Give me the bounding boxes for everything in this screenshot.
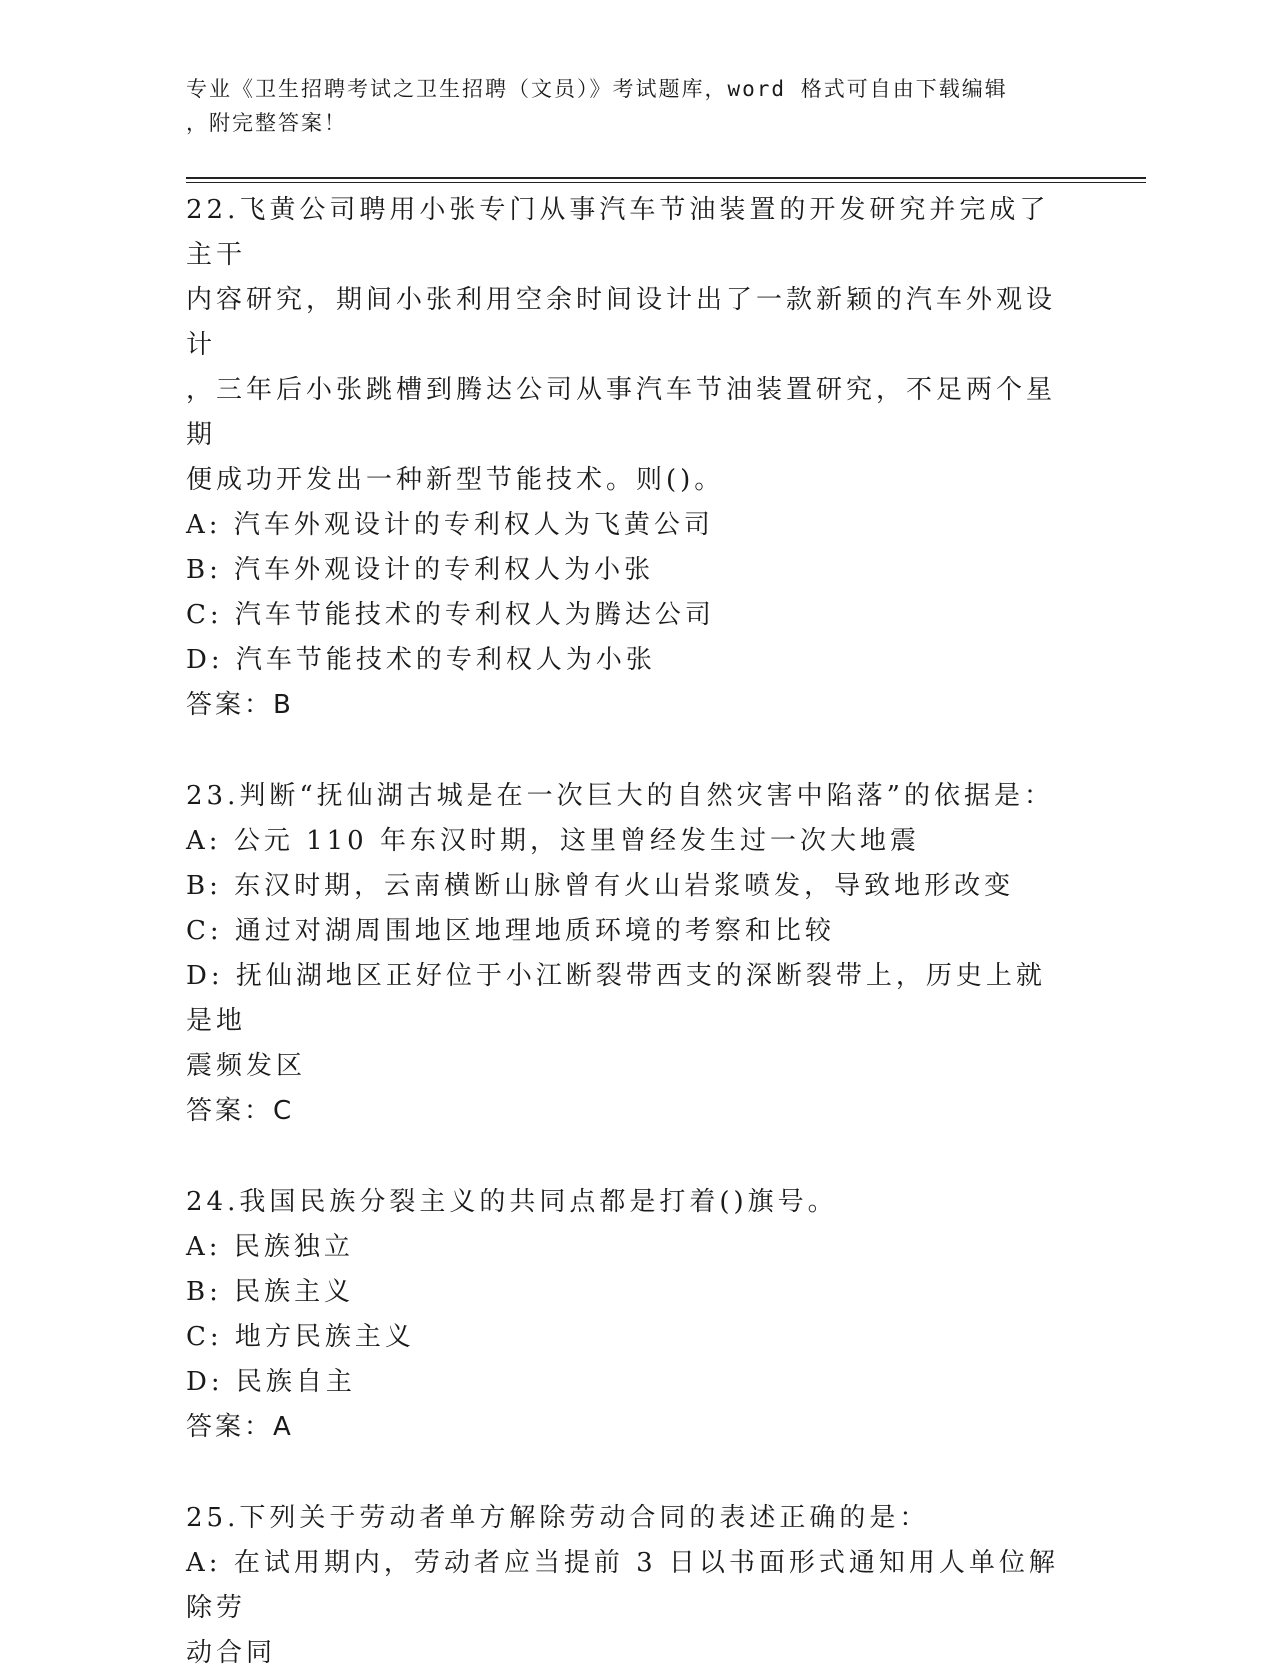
option-label: D: — [186, 1367, 224, 1397]
answer-option — [186, 954, 1066, 1044]
question-text: 内容研究，期间小张利用空余时间设计出了一款新颖的汽车外观设计 — [186, 285, 1057, 360]
question-text: 飞黄公司聘用小张专门从事汽车节油装置的开发研究并完成了主干 — [186, 195, 1050, 270]
question-number: 25. — [186, 1503, 240, 1533]
question-text-line — [186, 278, 1066, 368]
option-text-continuation: 震频发区 — [186, 1051, 307, 1081]
option-text: 民族独立 — [233, 1232, 354, 1262]
option-label: C: — [186, 1322, 223, 1352]
option-label: A: — [186, 510, 222, 540]
question-text-line — [186, 1180, 1066, 1225]
option-label: C: — [186, 916, 223, 946]
option-label: B: — [186, 871, 222, 901]
option-text: 汽车外观设计的专利权人为小张 — [234, 555, 655, 585]
answer-option — [186, 1541, 1066, 1631]
answer-key: 答案：C — [186, 1096, 295, 1126]
question-list — [186, 188, 1066, 1676]
question-number: 23. — [186, 781, 240, 811]
question-text-line — [186, 458, 1066, 503]
header-line-2: ，附完整答案！ — [186, 111, 347, 135]
option-text: 民族自主 — [235, 1367, 356, 1397]
question-item — [186, 188, 1066, 728]
answer-option — [186, 1225, 1066, 1270]
question-item — [186, 1496, 1066, 1676]
header-divider-thin — [186, 182, 1146, 183]
option-label: A: — [186, 1232, 222, 1262]
option-label: A: — [186, 826, 222, 856]
question-spacer — [186, 728, 1066, 774]
question-text: 判断“抚仙湖古城是在一次巨大的自然灾害中陷落”的依据是： — [239, 781, 1054, 811]
answer-option — [186, 1270, 1066, 1315]
answer-option — [186, 1315, 1066, 1360]
answer-key: 答案：B — [186, 690, 294, 720]
question-spacer — [186, 1450, 1066, 1496]
option-text: 汽车节能技术的专利权人为小张 — [235, 645, 656, 675]
answer-option — [186, 593, 1066, 638]
option-text: 在试用期内，劳动者应当提前 3 日以书面形式通知用人单位解除劳 — [186, 1548, 1059, 1623]
option-text: 公元 110 年东汉时期，这里曾经发生过一次大地震 — [233, 826, 920, 856]
option-text: 汽车外观设计的专利权人为飞黄公司 — [233, 510, 714, 540]
question-text-line — [186, 368, 1066, 458]
answer-option — [186, 1360, 1066, 1405]
answer-option — [186, 819, 1066, 864]
answer-option — [186, 909, 1066, 954]
option-label: D: — [186, 645, 224, 675]
document-header — [186, 72, 1066, 140]
header-divider — [186, 177, 1146, 179]
question-text: ，三年后小张跳槽到腾达公司从事汽车节油装置研究，不足两个星期 — [186, 375, 1057, 450]
option-text-continuation: 动合同 — [186, 1638, 277, 1668]
option-text: 民族主义 — [234, 1277, 355, 1307]
header-line-1: 专业《卫生招聘考试之卫生招聘（文员）》考试题库，word 格式可自由下载编辑 — [186, 77, 1008, 101]
question-item — [186, 774, 1066, 1134]
option-text: 通过对湖周围地区地理地质环境的考察和比较 — [234, 916, 835, 946]
option-label: A: — [186, 1548, 222, 1578]
option-text: 地方民族主义 — [234, 1322, 415, 1352]
answer-option — [186, 638, 1066, 683]
option-label: B: — [186, 1277, 222, 1307]
option-text: 东汉时期，云南横断山脉曾有火山岩浆喷发，导致地形改变 — [234, 871, 1015, 901]
option-text: 汽车节能技术的专利权人为腾达公司 — [234, 600, 715, 630]
answer-option — [186, 503, 1066, 548]
option-label: B: — [186, 555, 222, 585]
question-text-line — [186, 774, 1066, 819]
question-item — [186, 1180, 1066, 1450]
option-text: 抚仙湖地区正好位于小江断裂带西支的深断裂带上，历史上就是地 — [186, 961, 1046, 1036]
question-number: 22. — [186, 195, 240, 225]
question-text-line — [186, 1496, 1066, 1541]
question-text: 我国民族分裂主义的共同点都是打着()旗号。 — [239, 1187, 838, 1217]
question-number: 24. — [186, 1187, 240, 1217]
question-spacer — [186, 1134, 1066, 1180]
answer-option — [186, 864, 1066, 909]
answer-key: 答案：A — [186, 1412, 294, 1442]
question-text-line — [186, 188, 1066, 278]
option-label: C: — [186, 600, 223, 630]
answer-option — [186, 548, 1066, 593]
option-label: D: — [186, 961, 224, 991]
question-text: 下列关于劳动者单方解除劳动合同的表述正确的是： — [239, 1503, 930, 1533]
question-text: 便成功开发出一种新型节能技术。则()。 — [186, 465, 725, 495]
